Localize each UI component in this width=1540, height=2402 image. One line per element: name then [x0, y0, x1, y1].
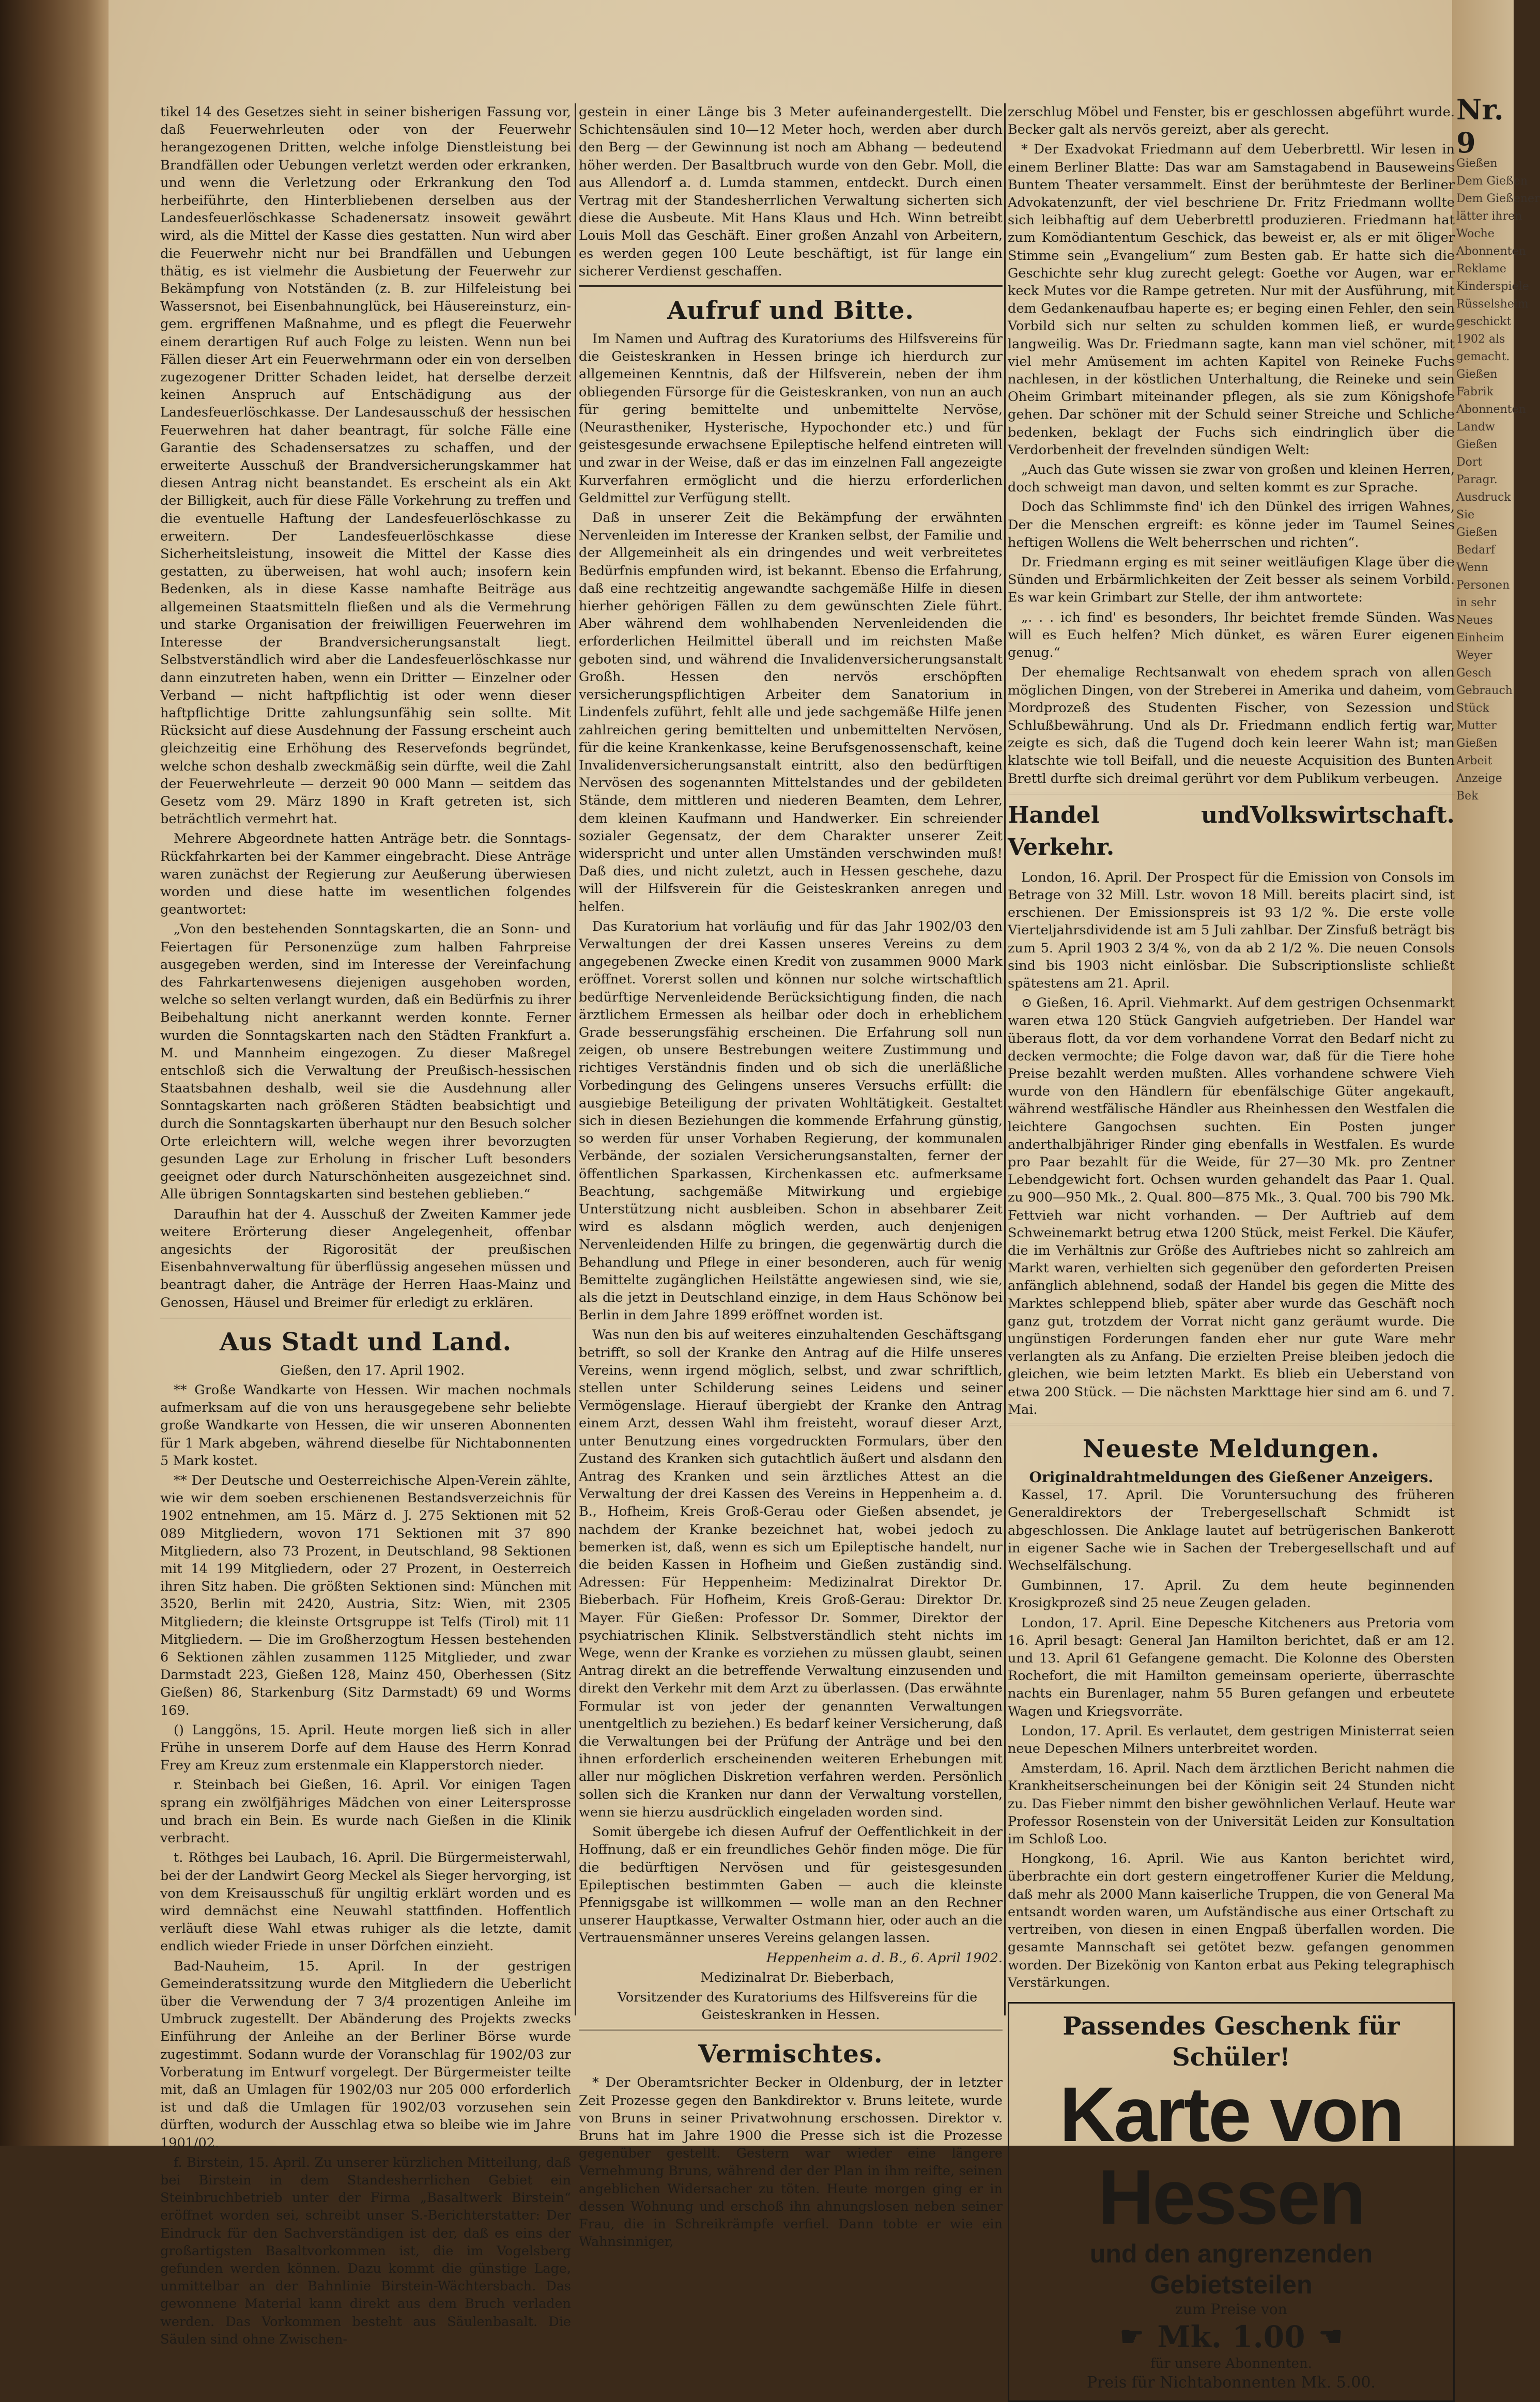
next-page-fragment: Gießen	[1456, 157, 1498, 170]
next-page-fragment: Gießen	[1456, 737, 1498, 750]
article-text: * Der Exadvokat Friedmann auf dem Ueberbrettl. Wir lesen in einem Berliner Blatte: Das war am Samstagabend in Bauseweins Buntem Theater versammelt. Einst der berühmteste der Berliner Advokatenzunft, der viel beschriene Dr. Fritz Friedmann wollte sich leibhaftig auf dem Ueberbrettl produzieren. Friedmann hat zum Komödiantentum Geschick, das beweist er, als er mit öliger Stimme sein „Evangelium“ zum Besten gab. Er hatte sich die Geschichte sehr klug zurecht gelegt: Goethe vor Augen, war er keck Mutes vor die Rampe getreten. Nur mit der Ausführung, mit dem Gedankenaufbau haperte es; er beging einen Fehler, den sein Vorbild sich nur selten zu schulden kommen ließ, er wurde langweilig. Was Dr. Friedmann sagte, kann man viel schöner, mit viel mehr Amüsement im achten Kapitel von Reineke Fuchs nachlesen, in der köstlichen Unterhaltung, die Reineke und sein Oheim Grimbart miteinander pflegen, als sie zum Königshofe gehen. Dar schöner mit der Schuld seiner Streiche und Schliche bedenken, beklagt der Fuchs sich eindringlich über die Verdorbenheit der frevelnden sündigen Welt:	[1008, 142, 1455, 458]
next-page-fragment: Gebrauch	[1456, 684, 1513, 697]
news-item: ** Der Deutsche und Oesterreichische Alpen-Verein zählte, wie wir dem soeben erschienenen Bestandsverzeichnis für 1902 entnehmen, am 15. März d. J. 275 Sektionen mit 52 089 Mitgliedern, wovon 171 Sektionen mit 37 890 Mitgliedern, also 73 Prozent, in Deutschland, 98 Sektionen mit 14 199 Mitgliedern, oder 27 Prozent, in Oesterreich ihren Sitz haben. Die größten Sektionen sind: München mit 3520, Berlin mit 2420, Austria, Sitz: Wien, mit 2305 Mitgliedern; die kleinste Ortsgruppe ist Telfs (Tirol) mit 11 Mitgliedern. — Die im Großherzogtum Hessen bestehenden 6 Sektionen zählen zusammen 1125 Mitglieder, und zwar Darmstadt 223, Gießen 128, Mainz 450, Oberhessen (Sitz Gießen) 86, Starkenburg (Sitz Darmstadt) 69 und Worms 169.	[160, 1473, 571, 1718]
appeal-text: Was nun den bis auf weiteres einzuhaltenden Geschäftsgang betrifft, so soll der Kranke den Antrag auf die Hilfe unseres Vereins, wenn irgend möglich, selbst, und zwar schriftlich, stellen unter Schilderung seines Leidens und seiner Vermögenslage. Hierauf übergiebt der Kranke den Antrag einem Arzt, dessen Wahl ihm freisteht, worauf dieser Arzt, unter Benutzung eines vorgedruckten Formulars, über den Zustand des Kranken sich gutachtlich äußert und alsdann den Antrag des Kranken und sein ärztliches Attest an die Verwaltung der drei Kassen des Vereins in Heppenheim a. d. B., Hofheim, Kreis Groß-Gerau oder Gießen absendet, je nachdem der Kranke bezeichnet hat, wobei jedoch zu bemerken ist, daß, wenn es sich um Epileptische handelt, nur die beiden Kassen in Hofheim und Gießen zuständig sind. Adressen: Für Heppenheim: Medizinalrat Direktor Dr. Bieberbach. Für Hofheim, Kreis Groß-Gerau: Direktor Dr. Mayer. Für Gießen: Professor Dr. Sommer, Direktor der psychiatrischen Klinik. Selbstverständlich steht nichts im Wege, wenn der Kranke es vorziehen zu müssen glaubt, seinen Antrag direkt an die betreffende Verwaltung einzusenden und direkt den Verkehr mit dem Arzt zu überlassen. (Das erwähnte Formular ist von jeder der genannten Verwaltungen unentgeltlich zu beziehen.) Es bedarf keiner Versicherung, daß die Verwaltungen bei der Prüfung der Anträge und bei den ihnen erforderlich erscheinenden weiteren Erhebungen mit aller nur möglichen Diskretion verfahren werden. Persönlich sollen sich die Kranken nur dann der Verwaltung vorstellen, wenn sie hierzu ausdrücklich eingeladen worden sind.	[579, 1327, 1003, 1820]
pointing-hand-right-icon: ☛	[1119, 2320, 1144, 2352]
next-page-fragment: Stück	[1456, 702, 1489, 715]
ad-subscriber-note: für unsere Abonnenten.	[1150, 2355, 1312, 2372]
news-item: ⊙ Gießen, 16. April. Viehmarkt. Auf dem gestrigen Ochsenmarkt waren etwa 120 Stück Gangvieh aufgetrieben. Der Handel war überaus flott, da vor dem vorhandene Vorrat den Bedarf nicht zu decken vermochte; die Folge davon war, daß für die Tiere hohe Preise bezahlt werden mußten. Alles vorhandene schwere Vieh wurde von den Händlern für ebenfälschige Güter angekauft, während westfälische Händler aus Rheinhessen den Westfalen die leichtere Gangochsen suchten. Ein Posten junger anderthalbjähriger Rinder ging ebenfalls in Westfalen. Es wurde pro Paar bezahlt für die Weide, für 27—30 Mk. pro Zentner Lebendgewicht fort. Ochsen wurden gehandelt das Paar 1. Qual. zu 900—950 Mk., 2. Qual. 800—875 Mk., 3. Qual. 700 bis 790 Mk. Fettvieh war nicht vorhanden. — Der Auftrieb auf dem Schweinemarkt betrug etwa 1200 Stück, meist Ferkel. Die Käufer, die im Verhältnis zur Größe des Auftriebes nicht so zahlreich am Markt waren, verhielten sich gegenüber den geforderten Preisen anfänglich ablehnend, sodaß der Handel bis gegen die Mitte des Marktes schleppend blieb, später aber wurde das Geschäft noch ganz gut, trotzdem der Vorrat nicht ganz geräumt wurde. Die ungünstigen Forderungen fanden eher nur gute Ware mehr verlangten als zu Anfang. Die erzielten Preise bleiben jedoch die gleichen, wie beim letzten Markt. Es blieb ein Ueberstand von etwa 200 Stück. — Die nächsten Markttage hier sind am 6. und 7. Mai.	[1008, 995, 1455, 1418]
appeal-text: Im Namen und Auftrag des Kuratoriums des Hilfsvereins für die Geisteskranken in Hessen bringe ich hierdurch zur allgemeinen Kenntnis, daß der Hilfsverein, neben der ihm obliegenden Fürsorge für die Geisteskranken, von nun an auch für gering bemittelte und unbemittelte Nervöse, (Neurastheniker, Hysterische, Hypochonder etc.) und für geistesgesunde erwachsene Epileptische helfend eintreten will und zwar in der Weise, daß er das im einzelnen Fall angezeigte Kurverfahren ermöglicht und die hierzu erforderlichen Geldmittel zur Verfügung stellt.	[579, 331, 1003, 506]
signature-title: Medizinalrat Dr. Bieberbach,	[700, 1969, 895, 1985]
next-page-fragment: Landw	[1456, 421, 1495, 434]
next-page-fragment: Bedarf	[1456, 544, 1496, 557]
section-divider	[579, 285, 1003, 287]
column-2	[579, 103, 1003, 2253]
news-item: ** Große Wandkarte von Hessen. Wir machen nochmals aufmerksam auf die von uns herausgegebene sehr beliebte große Wandkarte von Hessen, die wir unseren Abonnenten für 1 Mark abgeben, während dieselbe für Nichtabonnenten 5 Mark kostet.	[160, 1382, 571, 1469]
section-heading: Volkswirtschaft.	[1250, 802, 1455, 828]
news-item: r. Steinbach bei Gießen, 16. April. Vor einigen Tagen sprang ein zwölfjähriges Mädchen von einer Leitersprosse und brach ein Bein. Es wurde nach Gießen in die Klinik verbracht.	[160, 1777, 571, 1846]
news-item: f. Birstein, 15. April. Zu unserer kürzlichen Mitteilung, daß bei Birstein in dem Standesherrlichen Gebiet ein Steinbruchbetrieb unter der Firma „Basaltwerk Birstein“ eröffnet worden sei, schreibt unser S.-Berichterstatter: Der Eindruck für den Sachverständigen ist der, daß es eins der großartigsten Basaltvorkommen ist, die im Vogelsberg gefunden werden können. Dazu kommt die günstige Lage, unmittelbar an der Bahnlinie Birstein-Wächtersbach. Das gewonnene Material kann direkt aus dem Bruch verladen werden. Das Vorkommen besteht aus Säulenbasalt. Die Säulen sind ohne Zwischen-	[160, 2154, 571, 2347]
next-page-fragment: Kinderspiele	[1456, 280, 1529, 293]
news-item: () Langgöns, 15. April. Heute morgen ließ sich in aller Frühe in unserem Dorfe auf dem Hause des Herrn Konrad Frey am Kreuz zum erstenmale ein Klapperstorch nieder.	[160, 1722, 571, 1774]
ad-headline: Passendes Geschenk für Schüler!	[1062, 2011, 1400, 2072]
verse: „Auch das Gute wissen sie zwar von großen und kleinen Herren, doch schweigt man davon, und selten kommt es zur Sprache.	[1008, 462, 1455, 496]
next-page-fragment: Einheim	[1456, 632, 1504, 644]
section-heading-row	[1008, 799, 1455, 864]
next-page-text-fragments	[1456, 155, 1540, 805]
verse: „. . . ich find' es besonders, Ihr beichtet fremde Sünden. Was will es Euch helfen? Mich dünket, es wären Eurer eigenen genug.“	[1008, 609, 1455, 661]
next-page-fragment: Dem Gießen	[1456, 175, 1528, 188]
next-page-fragment: 1902 als	[1456, 333, 1505, 346]
column-rule	[575, 103, 576, 2015]
news-item: Hongkong, 16. April. Wie aus Kanton berichtet wird, überbrachte ein dort gestern eingetroffener Kurier die Meldung, daß mehr als 2000 Mann kaiserliche Truppen, die von General Ma entsandt worden waren, um Aufständische aus einer Ortschaft zu vertreiben, von diesen in einen Engpaß überfallen worden. Die gesamte Mannschaft sei getötet bezw. gefangen genommen worden. Der Bizekönig von Kanton erbat aus Peking telegraphisch Verstärkungen.	[1008, 1851, 1455, 1991]
section-heading: Neueste Meldungen.	[1082, 1435, 1380, 1464]
next-page-fragment: Personen	[1456, 579, 1510, 592]
appeal-text: Daß in unserer Zeit die Bekämpfung der erwähnten Nervenleiden im Interesse der Kranken selbst, der Familie und der Allgemeinheit als ein dringendes und weit verbreitetes Bedürfnis empfunden wird, ist bekannt. Ebenso die Erfahrung, daß eine rechtzeitig angewandte sachgemäße Hilfe in diesen hierher gehörigen Fällen zu dem gewünschten Ziele führt. Aber während dem wohlhabenden Nervenleidenden die erforderlichen Heilmittel überall und im reichsten Maße geboten sind, und während die Invalidenversicherungsanstalt Großh. Hessen den nervös erschöpften versicherungspflichtigen Arbeiter dem Sanatorium in Lindenfels zuführt, fehlt alle und jede sachgemäße Hilfe jenen zahlreichen gering bemittelten und unbemittelten Nervösen, für die keine Krankenkasse, keine Berufsgenossenschaft, keine Invalidenversicherungsanstalt eintritt, also den bedürftigen Nervösen des sogenannten Mittelstandes und der gebildeten Stände, dem mittleren und niederen Beamten, dem Lehrer, dem kleinen Kaufmann und Handwerker. Ein schreiender sozialer Gegensatz, der dem Charakter unserer Zeit widerspricht und unter allen Umständen verschwinden muß! Daß dies, und nicht zuletzt, auch in Hessen geschehe, dazu will der Hilfsverein für die Geisteskranken anregen und helfen.	[579, 510, 1003, 915]
next-page-fragment: Ausdruck	[1456, 491, 1511, 504]
article-text: Dr. Friedmann erging es mit seiner weitläufigen Klage über die Sünden und Erbärmlichkeiten der Zeit besser als seinem Vorbild. Es war kein Grimbart zur Stelle, der ihm antwortete:	[1008, 555, 1455, 606]
next-page-fragment: Mutter	[1456, 719, 1497, 732]
ad-price-row	[1014, 2319, 1448, 2355]
section-divider	[579, 2029, 1003, 2030]
next-page-fragment: gemacht.	[1456, 350, 1510, 363]
signature-place: Heppenheim a. d. B., 6. April 1902.	[766, 1950, 1003, 1966]
article-text: zerschlug Möbel und Fenster, bis er geschlossen abgeführt wurde. Becker galt als nervös gereizt, aber als gerecht.	[1008, 104, 1455, 138]
news-item: Kassel, 17. April. Die Voruntersuchung des früheren Generaldirektors der Trebergesellschaft Schmidt ist abgeschlossen. Die Anklage lautet auf betrügerischen Bankerott in eigener Sache wie in Sachen der Trebergesellschaft und auf Wechselfälschung.	[1008, 1487, 1455, 1574]
next-page-fragment: Anzeige	[1456, 772, 1502, 785]
section-divider	[1008, 793, 1455, 794]
article-text: Mehrere Abgeordnete hatten Anträge betr. die Sonntags-Rückfahrkarten bei der Kammer eingebracht. Diese Anträge waren zunächst der Regierung zur Aeußerung überwiesen worden und diese hatte im wesentlichen folgendes geantwortet:	[160, 831, 571, 918]
news-item: t. Röthges bei Laubach, 16. April. Die Bürgermeisterwahl, bei der der Landwirt Georg Meckel als Sieger hervorging, ist von dem Kreisausschuß für ungiltig erklärt worden und es wird demnächst eine Neuwahl stattfinden. Hoffentlich verläuft diese Wahl etwas ruhiger als die letzte, damit endlich wieder Friede in unser Dörfchen einzieht.	[160, 1850, 571, 1954]
next-page-fragment: in sehr	[1456, 596, 1497, 609]
ad-title: Karte von Hessen	[1059, 2070, 1403, 2240]
ad-price: Mk. 1.00	[1157, 2319, 1305, 2354]
next-page-edge	[1452, 0, 1540, 2146]
news-item: London, 17. April. Es verlautet, dem gestrigen Ministerrat seien neue Depeschen Milners unterbreitet worden.	[1008, 1723, 1455, 1757]
pointing-hand-left-icon: ☚	[1318, 2320, 1343, 2352]
signature-role: Vorsitzender des Kuratoriums des Hilfsvereins für die Geisteskranken in Hessen.	[617, 1989, 978, 2023]
book-spine	[0, 0, 109, 2146]
ad-subtitle: und den angrenzenden Gebietsteilen	[1089, 2239, 1373, 2299]
next-page-fragment: Gießen	[1456, 438, 1498, 451]
appeal-text: Somit übergebe ich diesen Aufruf der Oeffentlichkeit in der Hoffnung, daß er ein freundliches Gehör finden möge. Die für die bedürftigen Nervösen und für geistesgesunden Epileptischen bestimmten Gaben — auch die kleinste Pfennigsgabe ist willkommen — wolle man an den Rechner unserer Hauptkasse, Verwalter Ostmann hier, oder auch an die Vertrauensmänner unseres Vereins gelangen lassen.	[579, 1824, 1003, 1946]
section-heading: Aus Stadt und Land.	[219, 1327, 512, 1357]
next-page-fragment: Rüsselsheim	[1456, 298, 1529, 311]
section-heading: Vermischtes.	[698, 2040, 883, 2069]
next-page-fragment: Arbeit	[1456, 755, 1492, 767]
next-page-fragment: Gesch	[1456, 667, 1492, 680]
next-page-fragment: Dem Gießener	[1456, 192, 1540, 205]
article-text: Der ehemalige Rechtsanwalt von ehedem sprach von allen möglichen Dingen, von der Streberei in Amerika und daheim, vom Mordprozeß des Studenten Fischer, von Sezession und Schlußbewährung. Und als Dr. Friedmann endlich fertig war, zeigte es sich, daß die Tugend doch kein leerer Wahn ist; man klatschte wie toll Beifall, und die neueste Acquisition des Bunten Brettl durfte sich dreimal gerührt vor dem Publikum verbeugen.	[1008, 665, 1455, 787]
next-page-fragment: Abonnenten	[1456, 245, 1526, 258]
next-page-fragment: Reklame	[1456, 263, 1506, 275]
next-page-fragment: Woche	[1456, 227, 1495, 240]
news-item: London, 16. April. Der Prospect für die Emission von Consols im Betrage von 32 Mill. Lstr. wovon 18 Mill. bereits placirt sind, ist erschienen. Der Emissionspreis ist 93 1/2 %. Die erste volle Vierteljahrsdividende ist am 5 Juli zahlbar. Der Zinsfuß beträgt bis zum 5. April 1903 2 3/4 %, von da ab 2 1/2 %. Die neuen Consols sind bis 1903 nicht einlösbar. Die Subscriptionsliste schließt spätestens am 21. April.	[1008, 869, 1455, 991]
news-item: Bad-Nauheim, 15. April. In der gestrigen Gemeinderatssitzung wurde den Mitgliedern die Ueberlicht über die Verwendung der 7 3/4 prozentigen Anleihe im Umbruck zugestellt. Der Abänderung des Projekts zwecks Einführung der Anleihe an der Berliner Börse wurde zugestimmt. Sodann wurde der Voranschlag für 1902/03 zur Vorberatung im Entwurf vorgelegt. Der Bürgermeister teilte mit, daß an Umlagen für 1902/03 nur 205 000 erforderlich ist und daß die Umlagen für 1902/03 vorzusehen sein dürften, wodurch der Ausschlag etwa so bleibe wie im Jahre 1901/02.	[160, 1958, 571, 2151]
column-rule	[1004, 103, 1006, 2015]
news-item: Amsterdam, 16. April. Nach dem ärztlichen Bericht nahmen die Krankheitserscheinungen bei der Königin seit 24 Stunden nicht zu. Das Fieber nimmt den bisher gewöhnlichen Verlauf. Heute war Professor Rosenstein von der Universität Leiden zur Konsultation im Schloß Loo.	[1008, 1761, 1455, 1847]
next-page-fragment: Gießen	[1456, 368, 1498, 381]
next-page-fragment: Bek	[1456, 790, 1479, 803]
next-page-fragment: Sie	[1456, 509, 1475, 521]
next-page-fragment: Weyer	[1456, 649, 1492, 662]
column-1	[160, 103, 571, 2350]
next-page-fragment: Abonnenten	[1456, 403, 1526, 416]
news-item: * Der Oberamtsrichter Becker in Oldenburg, der in letzter Zeit Prozesse gegen den Bankdirektor v. Bruns leitete, wurde von Bruns in seiner Privatwohnung erschossen. Direktor v. Bruns hat im Jahre 1900 die Presse sich ist die Prozesse gegenüber gestellt. Gestern war wieder eine längere Vernehmung Bruns, während der der Plan in ihm reifte, seinen angeblichen Widersacher zu töten. Heute morgen ging er in dessen Wohnung und erschoß ihn ahnungslosen neben seiner Frau, die in Schreikrämpfe verfiel. Dann tobte er wie ein Wahnsinniger,	[579, 2075, 1003, 2250]
next-page-fragment: Gießen	[1456, 526, 1498, 539]
column-3	[1008, 103, 1455, 2402]
news-item: Gumbinnen, 17. April. Zu dem heute beginnenden Krosigkprozeß sind 25 neue Zeugen geladen.	[1008, 1578, 1455, 1611]
article-text: Daraufhin hat der 4. Ausschuß der Zweiten Kammer jede weitere Erörterung dieser Angelegenheit, offenbar angesichts der Rigorosität der preußischen Eisenbahnverwaltung für überflüssig angesehen müssen und beantragt daher, die Anträge der Herren Haas-Mainz und Genossen, Häusel und Breimer für erledigt zu erklären.	[160, 1206, 571, 1311]
next-page-fragment: Fabrik	[1456, 386, 1493, 398]
next-page-fragment: Paragr.	[1456, 473, 1498, 486]
advertisement-box	[1008, 2002, 1455, 2402]
article-quote: „Von den bestehenden Sonntagskarten, die an Sonn- und Feiertagen für Personenzüge zum halben Fahrpreise ausgegeben werden, sind im Interesse der Vereinfachung des Fahrkartenwesens diejenigen ausgehoben worden, welche so selten verlangt wurden, daß ein Bedürfnis zu ihrer Beibehaltung nicht anerkannt werden konnte. Ferner wurden die Sonntagskarten nach den Städten Frankfurt a. M. und Mannheim eingezogen. Zu dieser Maßregel entschloß sich die Verwaltung der Preußisch-hessischen Staatsbahnen deshalb, weil sie die Ausdehnung aller Sonntagskarten nach größeren Städten beabsichtigt und durch die Sonntagskarten überhaupt nur den Besuch solcher Orte erleichtern will, welche wegen ihrer bevorzugten gesunden Lage zur Erholung in frischer Luft besonders geeignet oder durch Naturschönheiten ausgezeichnet sind. Alle übrigen Sonntagskarten sind bestehen geblieben.“	[160, 921, 571, 1203]
news-item: London, 17. April. Eine Depesche Kitcheners aus Pretoria vom 16. April besagt: General Jan Hamilton berichtet, daß er am 12. und 13. April 61 Gefangene gemacht. Die Kolonne des Obersten Rochefort, die mit Hamilton gemeinsam operierte, überraschte nachts ein Burenlager, nahm 55 Buren gefangen und erbeutete Wagen und Kriegsvorräte.	[1008, 1615, 1455, 1719]
section-subheading: Originaldrahtmeldungen des Gießener Anzeigers.	[1029, 1469, 1434, 1486]
section-divider	[1008, 1424, 1455, 1425]
dateline: Gießen, den 17. April 1902.	[280, 1362, 465, 1378]
section-heading: Aufruf und Bitte.	[667, 296, 914, 326]
next-page-fragment: Wenn	[1456, 561, 1489, 574]
appeal-text: Das Kuratorium hat vorläufig und für das Jahr 1902/03 den Verwaltungen der drei Kassen unseres Vereins zu dem angegebenen Zwecke einen Kredit von zusammen 9000 Mark eröffnet. Vorerst sollen und können nur solche wirtschaftlich bedürftige Nervenleidende Berücksichtigung finden, die nach ärztlichem Ermessen als heilbar oder doch in erheblichem Grade besserungsfähig erscheinen. Die Erfahrung soll nun zeigen, ob unsere Bestrebungen weitere Zustimmung und richtiges Verständnis finden und ob sich die unerläßliche Vorbedingung des Gelingens unseres Versuchs erfüllt: die ausgiebige Beteiligung der privaten Wohltätigkeit. Gestaltet sich in diesen Beziehungen die kommende Erfahrung günstig, so werden für unser Vorhaben Regierung, der kommunalen Verbände, der sozialen Versicherungsanstalten, ferner der öffentlichen Sparkassen, Kirchenkassen etc. aufmerksame Beachtung, sachgemäße Mitwirkung und ergiebige Unterstützung nicht ausbleiben. Schon in absehbarer Zeit wird es alsdann möglich werden, auch denjenigen Nervenleidenden Hilfe zu bringen, die gegenwärtig durch die Behandlung und Pflege in einer besonderen, auch für wenig Bemittelte zugänglichen Heilstätte angewiesen sind, wie sie, als die jetzt in Deutschland einzige, in dem Haus Schönow bei Berlin in dem Jahre 1899 eröffnet worden ist.	[579, 918, 1003, 1323]
verse: Doch das Schlimmste find' ich den Dünkel des irrigen Wahnes, Der die Menschen ergreift: es könne jeder im Taumel Seines heftigen Wollens die Welt beherrschen und richten“.	[1008, 499, 1455, 550]
next-page-fragment: Neues	[1456, 614, 1493, 627]
article-text: tikel 14 des Gesetzes sieht in seiner bisherigen Fassung vor, daß Feuerwehrleuten oder von der Feuerwehr herangezogenen Dritten, welche infolge Dienstleistung bei Brandfällen oder Uebungen verletzt werden oder erkranken, und wenn die Verletzung oder Erkrankung den Tod herbeiführte, den Hinterbliebenen derselben aus der Landesfeuerlöschkasse Schadenersatz insoweit gewährt wird, als die Mittel der Kasse dies gestatten. Nun wird aber die Feuerwehr nicht nur bei Brandfällen und Uebungen thätig, es ist vielmehr die Ausbietung der Feuerwehr zur Bekämpfung von Notständen (z. B. zur Hilfeleistung bei Wassersnot, bei Eisenbahnunglück, bei Häusereinsturz, ein- gem. ergriffenen Maßnahme, und es pflegt die Feuerwehr einem derartigen Ruf auch Folge zu leisten. Wenn nun bei Fällen dieser Art ein Feuerwehrmann oder ein von derselben zugezogener Dritter Schaden leidet, hat derselbe derzeit keinen Anspruch auf Entschädigung aus der Landesfeuerlöschkasse. Der Landesausschuß der hessischen Feuerwehren hat daher beantragt, für solche Fälle eine Garantie des Schadensersatzes zu schaffen, und der erweiterte Ausschuß der Brandversicherungskammer hat diesen Antrag nicht beanstandet. Es erscheint als ein Akt der Billigkeit, auch für diese Fälle Vorkehrung zu treffen und die eventuelle Haftung der Landesfeuerlöschkasse zu erweitern. Der Landesfeuerlöschkasse diese Sicherheitsleistung, insoweit die Mittel der Kasse dies gestatten, zu überweisen, hat wohl auch; insofern kein Bedenken, als in diese Kasse namhafte Beiträge aus allgemeinen Staatsmitteln fließen und als die Vermehrung und starke Organisation der freiwilligen Feuerwehren im Interesse der Brandversicherungsanstalt liegt. Selbstverständlich wird aber die Landesfeuerlöschkasse nur dann einzutreten haben, wenn ein Dritter — Einzelner oder Verband — nicht haftpflichtig ist oder wenn dieser haftpflichtige Dritte zahlungsunfähig sein sollte. Mit Rücksicht auf diese Ausdehnung der Fassung erscheint auch gleichzeitig eine Erhöhung des Reservefonds begründet, welche schon deshalb zweckmäßig sein dürfte, weil die Zahl der Feuerwehrleute — derzeit 90 000 Mann — seitdem das Gesetz vom 29. März 1890 in Kraft getreten ist, sich beträchtlich vermehrt hat.	[160, 104, 571, 827]
next-page-fragment: geschickt	[1456, 315, 1512, 328]
section-heading: Handel und Verkehr.	[1008, 802, 1250, 860]
ad-price-intro: zum Preise von	[1175, 2300, 1287, 2318]
next-page-header: Nr. 9	[1456, 93, 1504, 159]
next-page-fragment: lätter ihren	[1456, 210, 1522, 223]
ad-nonsubscriber-price: Preis für Nichtabonnenten Mk. 5.00.	[1087, 2373, 1376, 2392]
article-text: gestein in einer Länge bis 3 Meter aufeinandergestellt. Die Schichtensäulen sind 10—12 Meter hoch, werden aber durch den Berg — der Gewinnung ist noch am Abhang — bedeutend höher werden. Der Basaltbruch wurde von den Gebr. Moll, die aus Allendorf a. d. Lumda stammen, entdeckt. Durch einen Vertrag mit der Standesherrlichen Verwaltung sicherten sich diese die Ausbeute. Mit Hans Klaus und Hch. Winn betreibt Louis Moll das Geschäft. Einer großen Anzahl von Arbeitern, es werden gegen 100 Leute beschäftigt, ist für lange ein sicherer Verdienst geschaffen.	[579, 104, 1003, 279]
section-divider	[160, 1317, 571, 1318]
next-page-fragment: Dort	[1456, 456, 1483, 469]
